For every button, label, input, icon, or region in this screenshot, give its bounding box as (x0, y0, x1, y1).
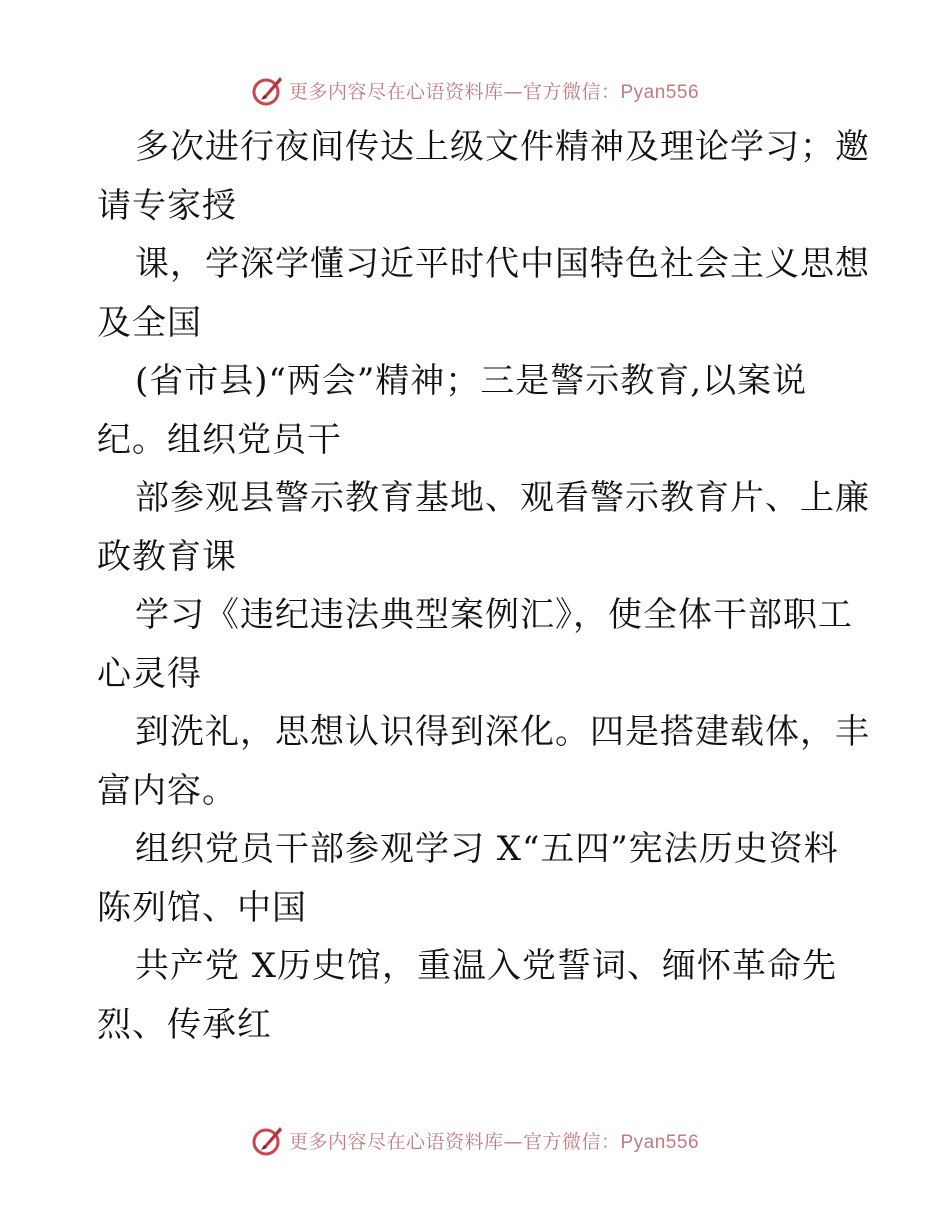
document-body (97, 118, 870, 1054)
text-line: 烈、传承红 (97, 1004, 272, 1045)
text-line: 陈列馆、中国 (97, 887, 307, 928)
feather-pen-logo-icon (251, 1123, 285, 1157)
text-line: 到洗礼，思想认识得到深化。四是搭建载体，丰 (135, 712, 870, 752)
text-line: 学习《违纪违法典型案例汇》，使全体干部职工 (135, 595, 853, 635)
text-line: 纪。组织党员干 (97, 419, 342, 460)
text-line: 部参观县警示教育基地、观看警示教育片、上廉 (135, 478, 870, 518)
footer-watermark (0, 1120, 950, 1160)
watermark-text: 更多内容尽在心语资料库—官方微信： (288, 1130, 621, 1153)
text-line: (省市县)“两会”精神；三是警示教育,以案说 (135, 361, 808, 401)
watermark-wechat-id: Pyan556 (620, 81, 700, 103)
text-line: 共产党 X历史馆，重温入党誓词、缅怀革命先 (135, 946, 838, 986)
header-watermark (0, 70, 950, 110)
text-line: 课，学深学懂习近平时代中国特色社会主义思想 (135, 244, 870, 284)
text-line: 请专家授 (97, 185, 237, 226)
text-line: 政教育课 (97, 536, 237, 577)
text-line: 富内容。 (97, 770, 237, 811)
text-line: 及全国 (97, 302, 202, 343)
feather-pen-logo-icon (251, 73, 285, 107)
text-line: 组织党员干部参观学习 X“五四”宪法历史资料 (135, 829, 839, 869)
watermark-wechat-id: Pyan556 (620, 1131, 700, 1153)
text-line: 心灵得 (97, 653, 202, 694)
text-line: 多次进行夜间传达上级文件精神及理论学习；邀 (135, 127, 870, 167)
watermark-text: 更多内容尽在心语资料库—官方微信： (288, 80, 621, 103)
